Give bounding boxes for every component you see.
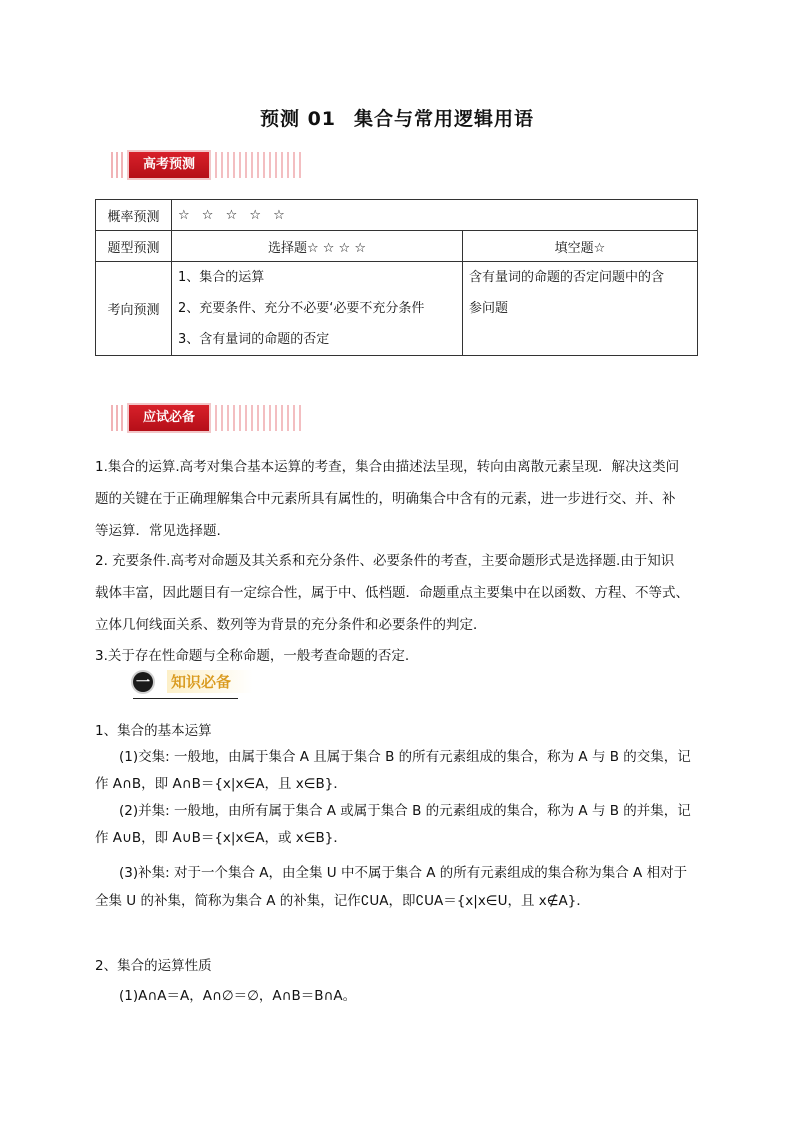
essentials-paragraph-2 xyxy=(95,545,698,641)
paragraph-line: 载体丰富，因此题目有一定综合性，属于中、低档题．命题重点主要集中在以函数、方程、不等式、 xyxy=(95,585,689,601)
banner-decoration xyxy=(111,405,125,431)
intersection-line-2: 作 A∩B，即 A∩B＝{x|x∈A，且 x∈B}． xyxy=(95,776,347,792)
complement-line-2: 全集 U 的补集，简称为集合 A 的补集，记作∁UA，即∁UA＝{x|x∈U，且 x∉A}． xyxy=(95,893,590,909)
banner-decoration xyxy=(215,405,305,431)
essentials-paragraph-1 xyxy=(95,451,698,547)
direction-item: 1、集合的运算 xyxy=(178,270,265,285)
table-row xyxy=(96,231,698,262)
row-header-question-type: 题型预测 xyxy=(96,231,172,262)
union-line-2: 作 A∪B，即 A∪B＝{x|x∈A，或 x∈B}． xyxy=(95,830,347,846)
exam-forecast-banner xyxy=(111,152,305,178)
direction-item: 3、含有量词的命题的否定 xyxy=(178,332,330,347)
row-header-probability: 概率预测 xyxy=(96,200,172,231)
subsection-title: 2、集合的运算性质 xyxy=(95,958,212,974)
exam-forecast-label: 高考预测 xyxy=(129,152,209,178)
paragraph-line: 1.集合的运算.高考对集合基本运算的考查，集合由描述法呈现，转向由离散元素呈现．解决这类问 xyxy=(95,459,680,475)
probability-stars: ☆ ☆ ☆ ☆ ☆ xyxy=(172,200,698,231)
paragraph-line: 等运算．常见选择题. xyxy=(95,523,221,539)
direction-items-cell xyxy=(172,262,463,356)
title-main: 集合与常用逻辑用语 xyxy=(354,108,535,130)
paragraph-line: 立体几何线面关系、数列等为背景的充分条件和必要条件的判定． xyxy=(95,617,487,633)
page-title xyxy=(0,104,794,131)
knowledge-section-header xyxy=(133,670,253,693)
choice-question-cell: 选择题☆ ☆ ☆ ☆ xyxy=(172,231,463,262)
fill-direction-cell xyxy=(463,262,698,356)
exam-essentials-label: 应试必备 xyxy=(129,405,209,431)
paragraph-line: 3.关于存在性命题与全称命题，一般考查命题的否定. xyxy=(95,648,410,664)
forecast-table xyxy=(95,199,698,356)
fill-question-cell: 填空题☆ xyxy=(463,231,698,262)
title-prefix: 预测 01 xyxy=(259,108,337,130)
property-line-1: (1)A∩A＝A，A∩∅＝∅，A∩B＝B∩A。 xyxy=(119,988,357,1004)
union-line-1: (2)并集: 一般地，由所有属于集合 A 或属于集合 B 的元素组成的集合，称为 A 与 B 的并集，记 xyxy=(119,803,691,819)
direction-item: 2、充要条件、充分不必要‘必要不充分条件 xyxy=(178,301,425,316)
fill-direction-line: 含有量词的命题的否定问题中的含 xyxy=(469,270,665,285)
banner-decoration xyxy=(111,152,125,178)
section-underline xyxy=(133,698,238,699)
table-row xyxy=(96,262,698,356)
section-title: 知识必备 xyxy=(167,670,253,693)
row-header-direction: 考向预测 xyxy=(96,262,172,356)
subsection-title: 1、集合的基本运算 xyxy=(95,723,212,739)
section-number-badge: 一 xyxy=(133,672,153,692)
table-row xyxy=(96,200,698,231)
intersection-line-1: (1)交集: 一般地，由属于集合 A 且属于集合 B 的所有元素组成的集合，称为 A 与 B 的交集，记 xyxy=(119,749,691,765)
banner-decoration xyxy=(215,152,305,178)
fill-direction-line: 参问题 xyxy=(469,301,509,316)
essentials-paragraph-3 xyxy=(95,640,698,672)
paragraph-line: 2. 充要条件.高考对命题及其关系和充分条件、必要条件的考查，主要命题形式是选择题.由于知识 xyxy=(95,553,675,569)
complement-line-1: (3)补集: 对于一个集合 A，由全集 U 中不属于集合 A 的所有元素组成的集合称为集合 A 相对于 xyxy=(119,865,688,881)
paragraph-line: 题的关键在于正确理解集合中元素所具有属性的，明确集合中含有的元素，进一步进行交、并、补 xyxy=(95,491,676,507)
exam-essentials-banner xyxy=(111,405,305,431)
